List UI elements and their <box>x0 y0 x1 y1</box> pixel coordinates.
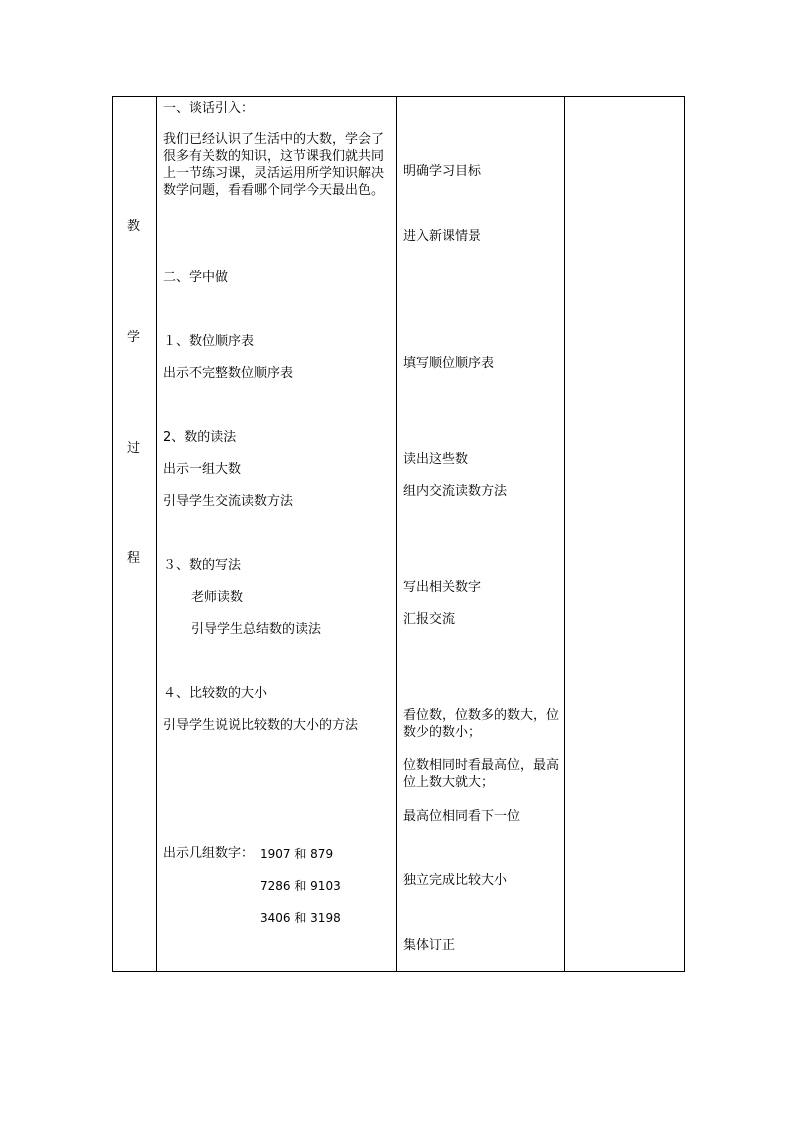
intro-paragraph: 我们已经认识了生活中的大数，学会了很多有关数的知识，这节课我们就共同上一节练习课，灵活运用所学知识解决数学问题，看看哪个同学今天最出色。 <box>163 132 385 198</box>
item4-heading: ４、比较数的大小 <box>163 686 268 701</box>
section2-heading: 二、学中做 <box>163 270 229 285</box>
numbers-label: 出示几组数字： <box>163 846 255 861</box>
student-enter: 进入新课情景 <box>403 229 482 244</box>
item2-line2: 引导学生交流读数方法 <box>163 494 294 509</box>
column-divider-2 <box>396 96 397 972</box>
item3-line1: 老师读数 <box>191 590 244 605</box>
stage-label-char-3: 过 <box>127 441 141 456</box>
item3-line2: 引导学生总结数的读法 <box>191 622 322 637</box>
student-goal: 明确学习目标 <box>403 164 482 179</box>
stage-label-char-4: 程 <box>127 551 141 566</box>
student-report: 汇报交流 <box>403 612 456 627</box>
student-correct: 集体订正 <box>403 938 456 953</box>
stage-label-char-2: 学 <box>127 330 141 345</box>
student-compare-3: 最高位相同看下一位 <box>403 809 521 824</box>
item1-heading: １、数位顺序表 <box>163 334 255 349</box>
student-write: 写出相关数字 <box>403 580 482 595</box>
item2-line1: 出示一组大数 <box>163 462 242 477</box>
intro-heading: 一、谈话引入： <box>163 101 255 116</box>
student-independent: 独立完成比较大小 <box>403 873 508 888</box>
number-pair: 7286 和 9103 <box>260 879 341 893</box>
student-fill: 填写顺位顺序表 <box>403 356 495 371</box>
item4-line1: 引导学生说说比较数的大小的方法 <box>163 718 359 733</box>
number-pair: 1907 和 879 <box>260 847 334 861</box>
number-pair: 3406 和 3198 <box>260 911 341 925</box>
lesson-table <box>112 96 685 972</box>
student-exchange: 组内交流读数方法 <box>403 484 508 499</box>
student-compare-2: 位数相同时看最高位，最高位上数大就大； <box>403 758 560 790</box>
item3-heading: ３、数的写法 <box>163 558 242 573</box>
item1-text: 出示不完整数位顺序表 <box>163 366 294 381</box>
column-divider-1 <box>156 96 157 972</box>
student-compare-1: 看位数，位数多的数大，位数少的数小； <box>403 708 560 740</box>
student-read: 读出这些数 <box>403 452 469 467</box>
column-divider-3 <box>564 96 565 972</box>
stage-label-char-1: 教 <box>127 219 141 234</box>
item2-heading: 2、数的读法 <box>163 430 237 445</box>
